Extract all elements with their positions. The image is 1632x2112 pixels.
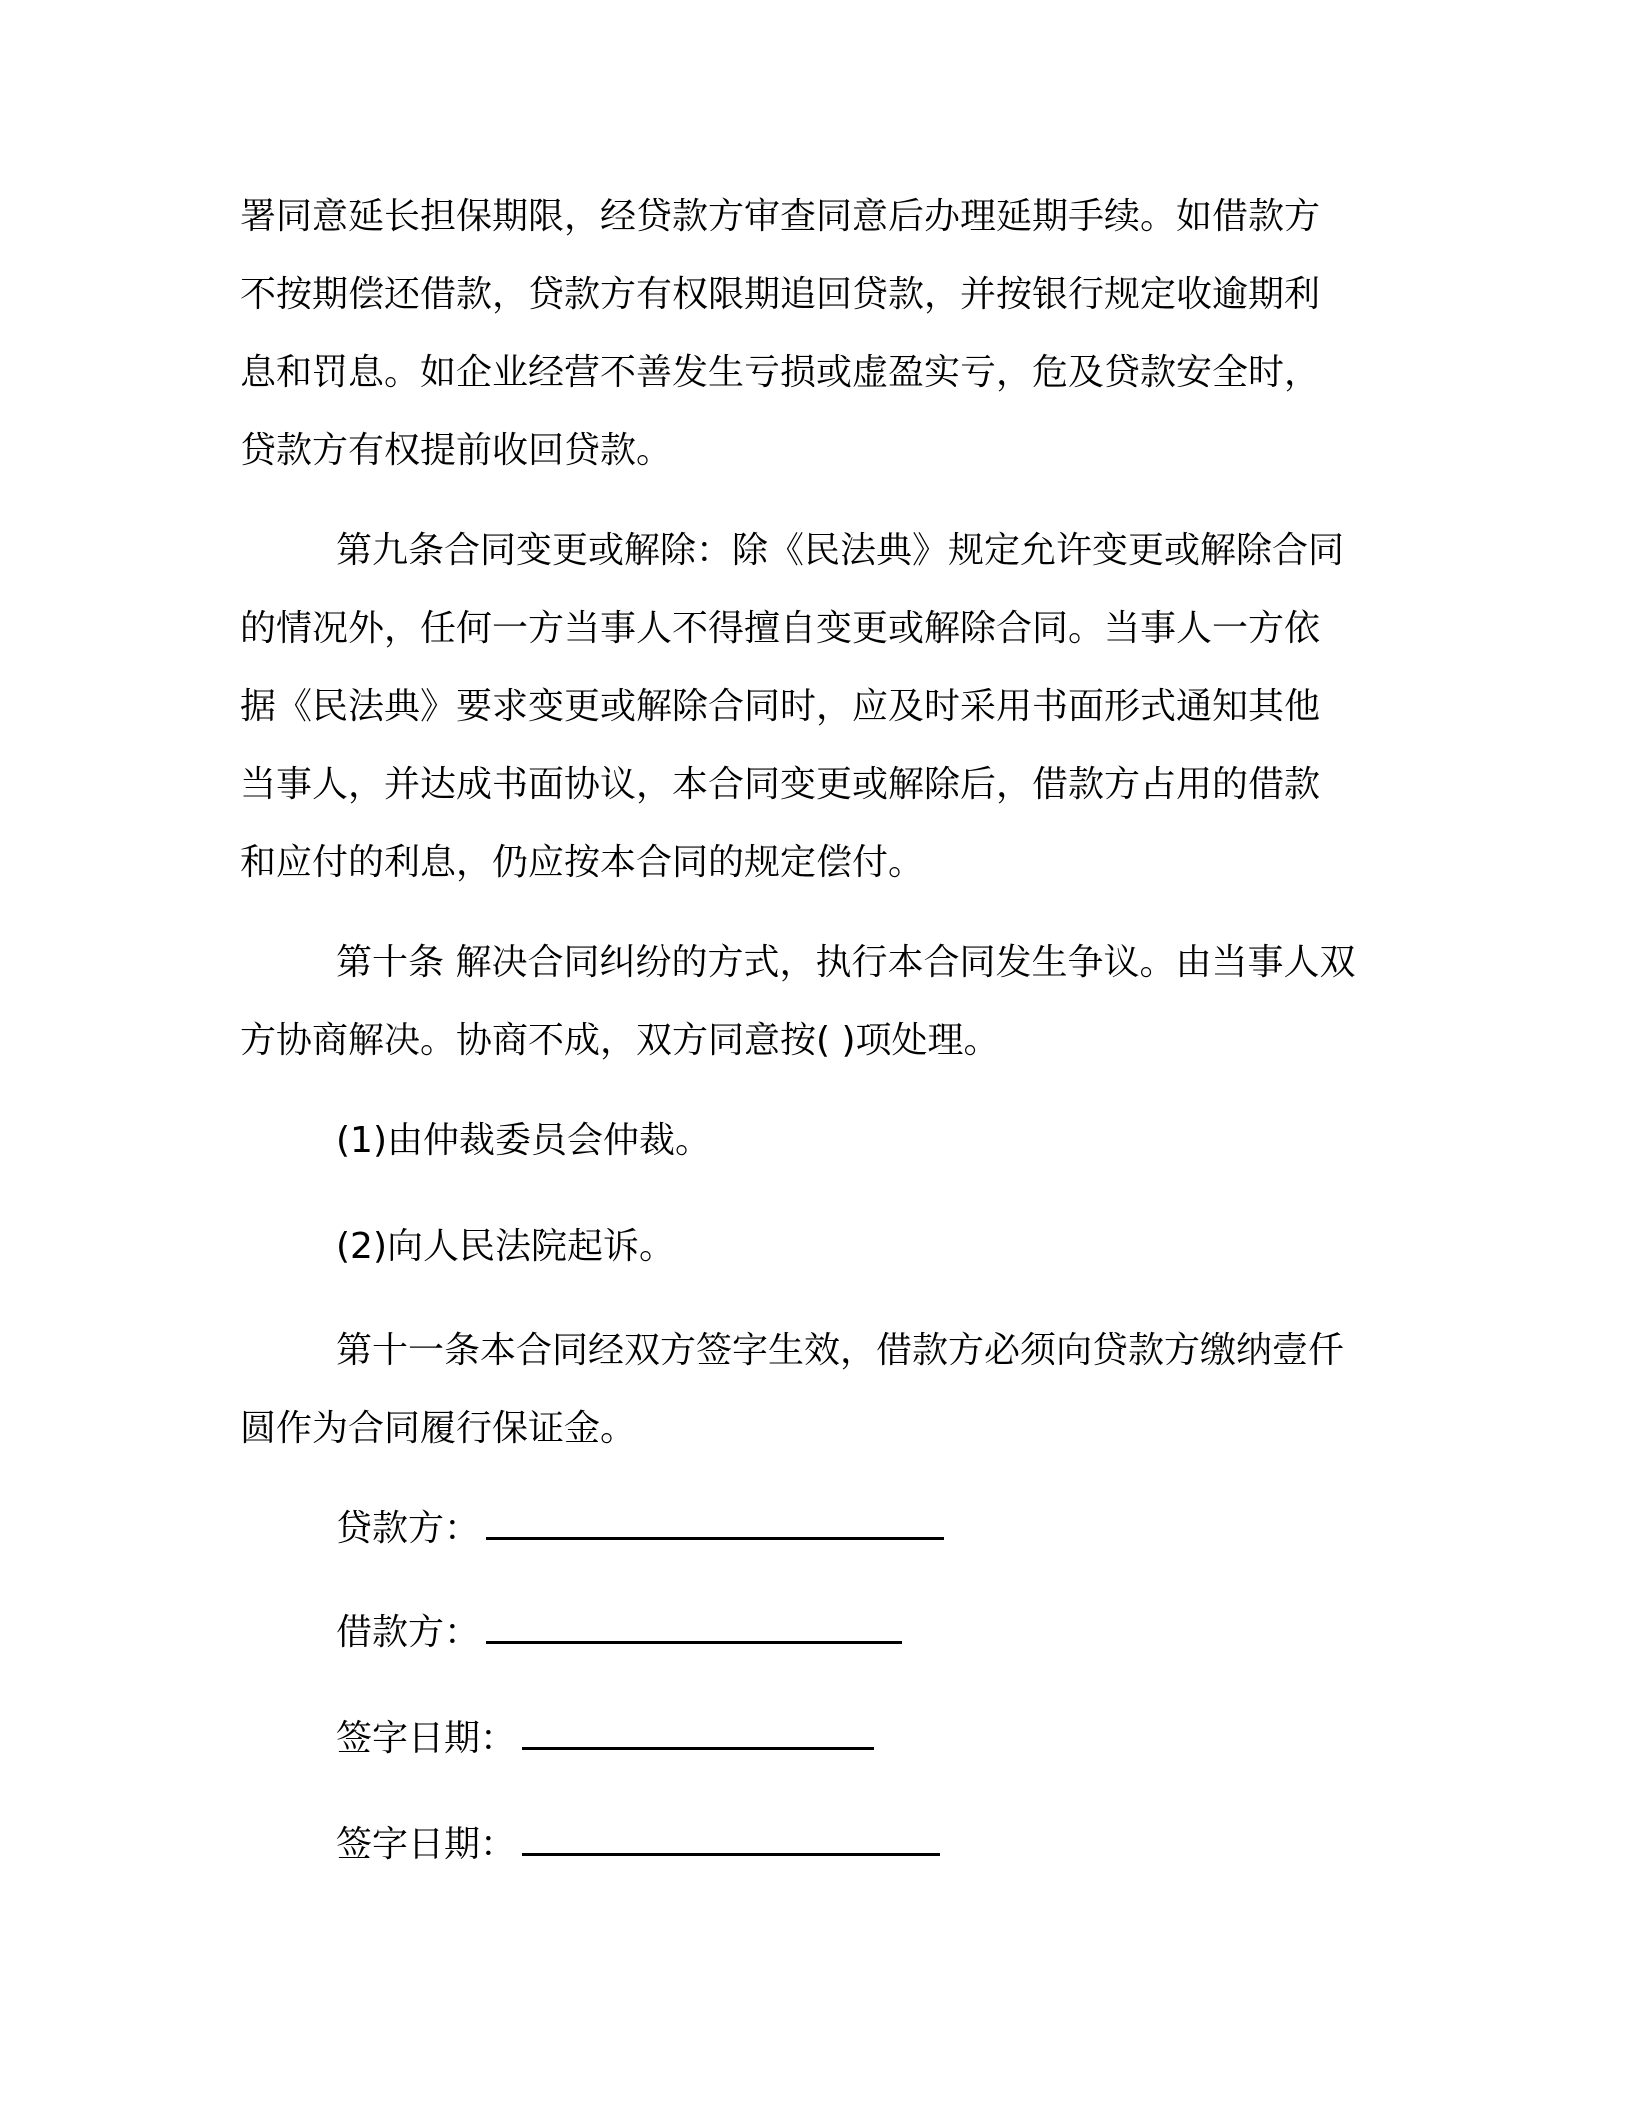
text-line: (2)向人民法院起诉。 (336, 1226, 675, 1267)
option-arbitration (240, 1102, 1390, 1180)
text-line: 第十条 解决合同纠纷的方式，执行本合同发生争议。由当事人双 (336, 942, 1356, 983)
text-line: 署同意延长担保期限，经贷款方审查同意后办理延期手续。如借款方 (240, 196, 1321, 237)
text-line: 贷款方有权提前收回贷款。 (240, 430, 673, 471)
text-line: 方协商解决。协商不成，双方同意按( )项处理。 (240, 1020, 1000, 1061)
signing-date-blank[interactable] (522, 1823, 940, 1856)
signing-date-label: 签字日期： (336, 1824, 517, 1865)
lender-label: 贷款方： (336, 1508, 481, 1549)
signing-date-line-2 (336, 1806, 940, 1884)
lender-signature-line (336, 1490, 944, 1568)
option-court (240, 1208, 1390, 1286)
lender-signature-blank[interactable] (486, 1507, 944, 1540)
text-line: 据《民法典》要求变更或解除合同时，应及时采用书面形式通知其他 (240, 686, 1321, 727)
paragraph-article-11 (240, 1312, 1390, 1468)
borrower-signature-blank[interactable] (486, 1611, 902, 1644)
text-line: 圆作为合同履行保证金。 (240, 1408, 637, 1449)
text-line: 的情况外，任何一方当事人不得擅自变更或解除合同。当事人一方依 (240, 608, 1321, 649)
borrower-signature-line (336, 1594, 902, 1672)
text-line: 不按期偿还借款，贷款方有权限期追回贷款，并按银行规定收逾期利 (240, 274, 1321, 315)
signing-date-line-1 (336, 1700, 874, 1778)
borrower-label: 借款方： (336, 1612, 481, 1653)
text-line: 第十一条本合同经双方签字生效，借款方必须向贷款方缴纳壹仟 (336, 1330, 1345, 1371)
paragraph-article-9 (240, 512, 1390, 902)
signing-date-label: 签字日期： (336, 1718, 517, 1759)
text-line: 息和罚息。如企业经营不善发生亏损或虚盈实亏，危及贷款安全时， (240, 352, 1321, 393)
text-line: 当事人，并达成书面协议，本合同变更或解除后，借款方占用的借款 (240, 764, 1321, 805)
text-line: 第九条合同变更或解除：除《民法典》规定允许变更或解除合同 (336, 530, 1345, 571)
text-line: 和应付的利息，仍应按本合同的规定偿付。 (240, 842, 925, 883)
signing-date-blank[interactable] (522, 1717, 874, 1750)
paragraph-article-10 (240, 924, 1390, 1080)
text-line: (1)由仲裁委员会仲裁。 (336, 1120, 711, 1161)
paragraph-extension-terms (240, 178, 1390, 490)
